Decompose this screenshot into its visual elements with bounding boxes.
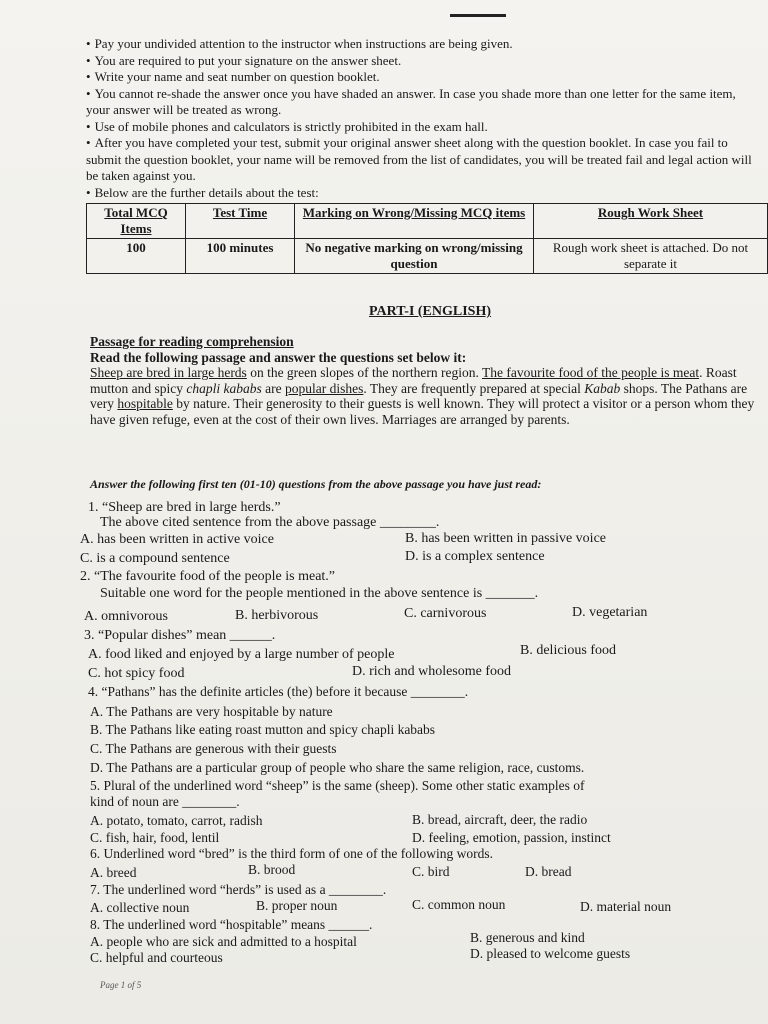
question-2-option-a: A. omnivorous	[84, 609, 168, 624]
question-4-option-d: D. The Pathans are a particular group of people who share the same religion, race, customs.	[90, 760, 585, 775]
cell-marking: No negative marking on wrong/missing question	[295, 239, 534, 274]
passage-text: Sheep are bred in large herds on the green slopes of the northern region. The favourite food of the people is meat. Roast mutton and spicy chapli kababs are popular dishes. They are frequently prepared at special Kabab shops. The Pathans are very hospitable by nature. Their generosity to their guests is well known. They will protect a visitor or a person whom they have given refuge, even at the cost of their own lives. Marriages are arranged by parents.	[90, 365, 755, 427]
test-details-table	[86, 203, 768, 274]
header-total-mcq: Total MCQ Items	[87, 204, 186, 239]
question-5-stem: 5. Plural of the underlined word “sheep” is the same (sheep). Some other static examples of	[90, 778, 585, 793]
question-4-stem: 4. “Pathans” has the definite articles (the) before it because ________.	[88, 684, 469, 699]
question-8-stem: 8. The underlined word “hospitable” means ______.	[90, 917, 373, 932]
question-1-option-a: A. has been written in active voice	[80, 532, 274, 547]
question-5-line: kind of noun are ________.	[90, 794, 240, 809]
question-2-stem: 2. “The favourite food of the people is meat.”	[80, 569, 336, 584]
question-8-option-d: D. pleased to welcome guests	[470, 946, 631, 961]
header-test-time: Test Time	[186, 204, 295, 239]
question-1-option-b: B. has been written in passive voice	[405, 531, 607, 546]
question-3-option-c: C. hot spicy food	[88, 666, 185, 681]
question-5-option-b: B. bread, aircraft, deer, the radio	[412, 812, 588, 827]
header-rough-work: Rough Work Sheet	[534, 204, 768, 239]
question-7-option-b: B. proper noun	[256, 898, 338, 913]
question-2-option-d: D. vegetarian	[572, 605, 648, 620]
instruction-item: • After you have completed your test, submit your original answer sheet along with the question booklet. In case you fail to submit the question booklet, your name will be removed from the list of candidates, you will be treated fail and legal action will be taken against you.	[86, 135, 752, 183]
instruction-item: • Pay your undivided attention to the instructor when instructions are being given.	[86, 36, 513, 51]
question-7-stem: 7. The underlined word “herds” is used as a ________.	[90, 882, 387, 897]
question-4-option-c: C. The Pathans are generous with their guests	[90, 741, 337, 756]
table-header-row	[87, 204, 768, 239]
question-2-option-b: B. herbivorous	[235, 608, 319, 623]
question-1-stem: 1. “Sheep are bred in large herds.”	[88, 500, 281, 515]
question-6-option-a: A. breed	[90, 865, 137, 880]
question-1-option-c: C. is a compound sentence	[80, 551, 230, 566]
question-7-option-c: C. common noun	[412, 897, 506, 912]
passage-instruction: Read the following passage and answer the questions set below it:	[90, 349, 467, 365]
instructions-list	[86, 36, 762, 201]
cell-rough-work: Rough work sheet is attached. Do not separate it	[534, 239, 768, 274]
question-6-option-d: D. bread	[525, 864, 572, 879]
question-3-option-b: B. delicious food	[520, 643, 617, 658]
question-7-option-a: A. collective noun	[90, 900, 190, 915]
cell-test-time: 100 minutes	[186, 239, 295, 274]
header-marking: Marking on Wrong/Missing MCQ items	[295, 204, 534, 239]
reading-passage	[90, 334, 768, 427]
question-6-option-c: C. bird	[412, 864, 450, 879]
question-5-option-c: C. fish, hair, food, lentil	[90, 830, 220, 845]
question-6-option-b: B. brood	[248, 862, 296, 877]
answer-instruction: Answer the following first ten (01-10) questions from the above passage you have just read:	[90, 477, 542, 491]
instruction-item: • Use of mobile phones and calculators is strictly prohibited in the exam hall.	[86, 118, 488, 134]
question-5-option-a: A. potato, tomato, carrot, radish	[90, 813, 263, 828]
question-2-line: Suitable one word for the people mentioned in the above sentence is _______.	[100, 586, 539, 601]
question-8-option-b: B. generous and kind	[470, 930, 585, 945]
question-1-line: The above cited sentence from the above passage ________.	[100, 515, 440, 530]
question-3-option-d: D. rich and wholesome food	[352, 664, 512, 679]
page-number: Page 1 of 5	[100, 980, 142, 990]
instruction-item: • You cannot re-shade the answer once you have shaded an answer. In case you shade more than one letter for the same item, your answer will be treated as wrong.	[86, 85, 736, 117]
question-5-option-d: D. feeling, emotion, passion, instinct	[412, 830, 611, 845]
instruction-item: • Write your name and seat number on question booklet.	[86, 69, 380, 84]
passage-heading: Passage for reading comprehension	[90, 334, 294, 349]
cell-total-mcq: 100	[87, 239, 186, 274]
question-4-option-a: A. The Pathans are very hospitable by nature	[90, 704, 333, 719]
part-title: PART-I (ENGLISH)	[368, 304, 492, 319]
question-2-option-c: C. carnivorous	[404, 606, 487, 621]
question-3-option-a: A. food liked and enjoyed by a large number of people	[88, 647, 395, 662]
question-6-stem: 6. Underlined word “bred” is the third form of one of the following words.	[90, 846, 494, 861]
header-mark	[450, 14, 506, 17]
table-row	[87, 239, 768, 274]
question-8-option-c: C. helpful and courteous	[90, 950, 223, 965]
question-3-stem: 3. “Popular dishes” mean ______.	[84, 628, 276, 643]
question-4-option-b: B. The Pathans like eating roast mutton and spicy chapli kababs	[90, 722, 436, 737]
question-8-option-a: A. people who are sick and admitted to a hospital	[90, 934, 357, 949]
question-1-option-d: D. is a complex sentence	[405, 549, 545, 564]
instruction-item: • You are required to put your signature on the answer sheet.	[86, 52, 402, 68]
instruction-item: • Below are the further details about the test:	[86, 184, 319, 200]
question-7-option-d: D. material noun	[580, 899, 672, 914]
